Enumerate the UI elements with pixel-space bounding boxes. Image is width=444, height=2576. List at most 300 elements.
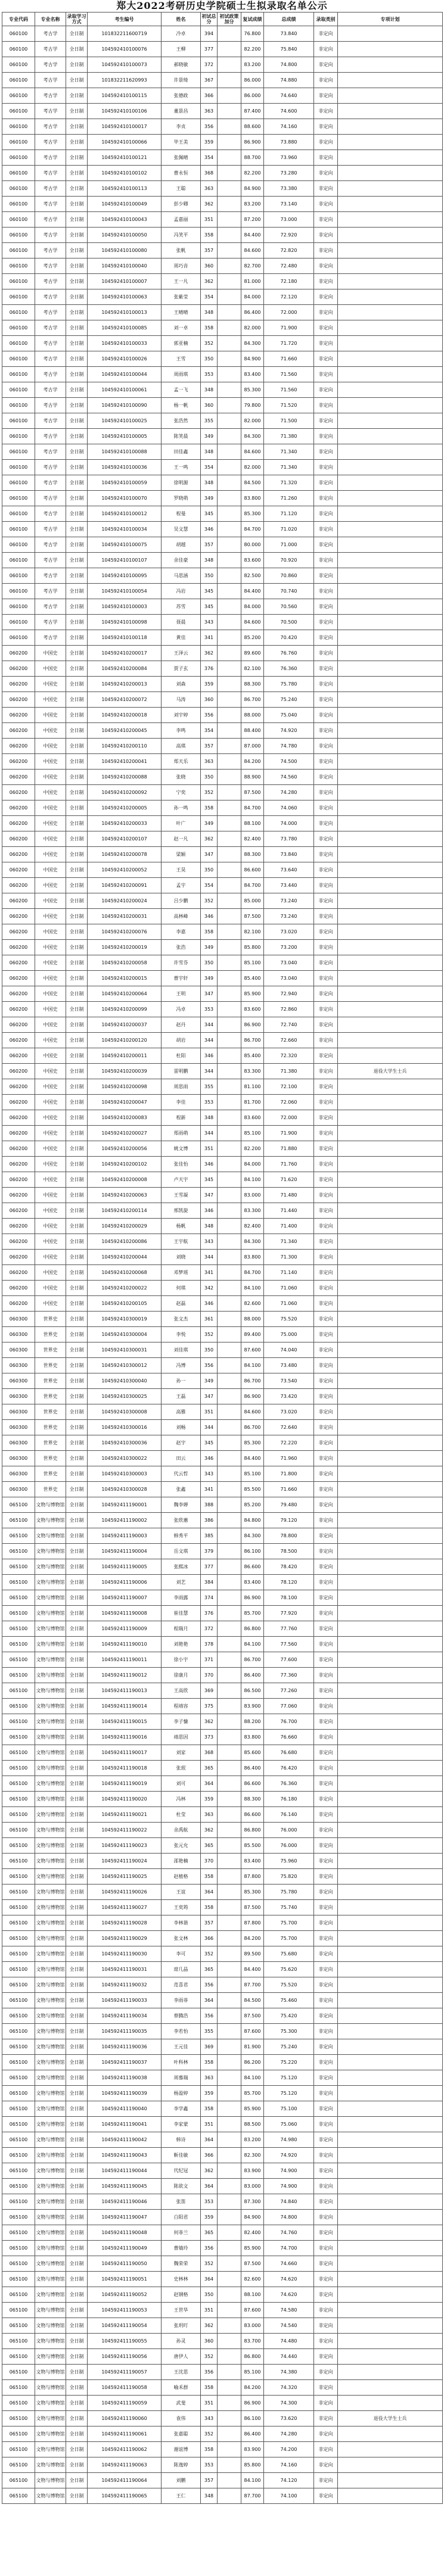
name-cell: 赵一凡	[162, 831, 201, 847]
major-name-cell: 世界史	[35, 1435, 66, 1451]
major-name-cell: 文物与博物馆	[35, 2380, 66, 2396]
initial-score-cell: 351	[201, 212, 218, 228]
major-code-cell: 065100	[2, 1683, 35, 1699]
admission-type-cell: 非定向	[314, 1466, 338, 1482]
special-plan-cell	[338, 336, 443, 351]
table-row	[2, 1900, 443, 1915]
study-mode-cell: 全日制	[66, 677, 88, 692]
policy-bonus-cell	[218, 2287, 241, 2303]
total-score-cell: 72.660	[264, 1033, 314, 1048]
major-name-cell: 中国史	[35, 971, 66, 986]
total-score-cell: 72.920	[264, 228, 314, 243]
table-row	[2, 1435, 443, 1451]
total-score-cell: 71.560	[264, 382, 314, 398]
policy-bonus-cell	[218, 2411, 241, 2427]
total-score-cell: 74.840	[264, 2194, 314, 2210]
major-name-cell: 考古学	[35, 336, 66, 351]
special-plan-cell	[338, 1915, 443, 1931]
special-plan-cell	[338, 1265, 443, 1281]
retest-score-cell: 85.400	[241, 1048, 264, 1064]
total-score-cell: 70.740	[264, 584, 314, 599]
admission-type-cell: 非定向	[314, 909, 338, 924]
table-row	[2, 2411, 443, 2427]
study-mode-cell: 全日制	[66, 305, 88, 320]
retest-score-cell: 86.900	[241, 1590, 264, 1606]
major-name-cell: 文物与博物馆	[35, 1513, 66, 1528]
exam-id-cell: 104592410200063	[88, 1188, 162, 1203]
table-row	[2, 677, 443, 692]
total-score-cell: 73.840	[264, 26, 314, 42]
admission-type-cell: 非定向	[314, 243, 338, 258]
name-cell: 彭少卿	[162, 197, 201, 212]
major-code-cell: 065100	[2, 1714, 35, 1730]
initial-score-cell: 344	[201, 1250, 218, 1265]
page-title: 郑大2022考研历史学院硕士生拟录取名单公示	[116, 0, 328, 11]
study-mode-cell: 全日制	[66, 2241, 88, 2256]
name-cell: 赵钢格	[162, 2287, 201, 2303]
special-plan-cell	[338, 847, 443, 862]
exam-id-cell: 104592410100026	[88, 351, 162, 367]
total-score-cell: 71.120	[264, 506, 314, 522]
policy-bonus-cell	[218, 940, 241, 955]
policy-bonus-cell	[218, 2163, 241, 2179]
policy-bonus-cell	[218, 1761, 241, 1776]
policy-bonus-cell	[218, 1250, 241, 1265]
name-cell: 高林峰	[162, 909, 201, 924]
table-row	[2, 723, 443, 739]
retest-score-cell: 82.400	[241, 2225, 264, 2241]
study-mode-cell: 全日制	[66, 1281, 88, 1296]
name-cell: 孙灵	[162, 2334, 201, 2349]
total-score-cell: 73.640	[264, 862, 314, 878]
exam-id-cell: 104592411190057	[88, 2365, 162, 2380]
admission-type-cell: 非定向	[314, 1017, 338, 1033]
policy-bonus-cell	[218, 615, 241, 630]
initial-score-cell: 346	[201, 1157, 218, 1172]
major-name-cell: 中国史	[35, 739, 66, 754]
policy-bonus-cell	[218, 2473, 241, 2488]
major-code-cell: 060100	[2, 553, 35, 568]
major-code-cell: 065100	[2, 1977, 35, 1993]
total-score-cell: 77.060	[264, 1699, 314, 1714]
admission-type-cell: 非定向	[314, 2272, 338, 2287]
major-code-cell: 060200	[2, 1126, 35, 1141]
retest-score-cell: 88.600	[241, 119, 264, 135]
total-score-cell: 73.280	[264, 166, 314, 181]
admission-type-cell: 非定向	[314, 1823, 338, 1838]
retest-score-cell: 83.800	[241, 1250, 264, 1265]
study-mode-cell: 全日制	[66, 599, 88, 615]
initial-score-cell: 345	[201, 1435, 218, 1451]
name-cell: 陈逸婷	[162, 2457, 201, 2473]
total-score-cell: 79.480	[264, 1497, 314, 1513]
admission-type-cell: 非定向	[314, 2194, 338, 2210]
exam-id-cell: 104592410200005	[88, 800, 162, 816]
name-cell: 张晓	[162, 770, 201, 785]
special-plan-cell	[338, 754, 443, 770]
total-score-cell: 71.340	[264, 1234, 314, 1250]
special-plan-cell	[338, 166, 443, 181]
total-score-cell: 74.100	[264, 2488, 314, 2504]
exam-id-cell: 104592410200045	[88, 723, 162, 739]
major-name-cell: 中国史	[35, 708, 66, 723]
special-plan-cell	[338, 1141, 443, 1157]
policy-bonus-cell	[218, 1188, 241, 1203]
table-row	[2, 382, 443, 398]
initial-score-cell: 354	[201, 150, 218, 166]
initial-score-cell: 355	[201, 1079, 218, 1095]
policy-bonus-cell	[218, 475, 241, 491]
table-row	[2, 166, 443, 181]
policy-bonus-cell	[218, 1033, 241, 1048]
admission-type-cell: 非定向	[314, 1420, 338, 1435]
admission-type-cell: 非定向	[314, 2210, 338, 2225]
table-row	[2, 181, 443, 197]
policy-bonus-cell	[218, 181, 241, 197]
policy-bonus-cell	[218, 1157, 241, 1172]
name-cell: 岳文琪	[162, 1544, 201, 1559]
name-cell: 马涛	[162, 692, 201, 708]
special-plan-cell	[338, 553, 443, 568]
initial-score-cell: 356	[201, 2365, 218, 2380]
table-row	[2, 940, 443, 955]
exam-id-cell: 104592410100003	[88, 599, 162, 615]
exam-id-cell: 104592411190046	[88, 2194, 162, 2210]
study-mode-cell: 全日制	[66, 1327, 88, 1342]
major-name-cell: 中国史	[35, 723, 66, 739]
total-score-cell: 76.680	[264, 1745, 314, 1761]
exam-id-cell: 104592410100013	[88, 305, 162, 320]
admission-type-cell: 非定向	[314, 413, 338, 429]
total-score-cell: 74.780	[264, 739, 314, 754]
special-plan-cell	[338, 2241, 443, 2256]
initial-score-cell: 346	[201, 909, 218, 924]
admission-type-cell: 非定向	[314, 599, 338, 615]
policy-bonus-cell	[218, 909, 241, 924]
name-cell: 杨一帆	[162, 398, 201, 413]
initial-score-cell: 364	[201, 1776, 218, 1792]
retest-score-cell: 86.200	[241, 2055, 264, 2070]
policy-bonus-cell	[218, 831, 241, 847]
exam-id-cell: 104592410300028	[88, 1482, 162, 1497]
admission-type-cell: 非定向	[314, 2070, 338, 2086]
exam-id-cell: 104592410100007	[88, 274, 162, 289]
major-name-cell: 考古学	[35, 553, 66, 568]
major-code-cell: 060100	[2, 382, 35, 398]
study-mode-cell: 全日制	[66, 1823, 88, 1838]
retest-score-cell: 87.200	[241, 212, 264, 228]
initial-score-cell: 357	[201, 739, 218, 754]
table-row	[2, 2163, 443, 2179]
admission-type-cell: 非定向	[314, 2287, 338, 2303]
retest-score-cell: 85.600	[241, 1745, 264, 1761]
retest-score-cell: 79.800	[241, 398, 264, 413]
initial-score-cell: 362	[201, 197, 218, 212]
major-code-cell: 060200	[2, 831, 35, 847]
major-name-cell: 文物与博物馆	[35, 2132, 66, 2148]
initial-score-cell: 369	[201, 1683, 218, 1699]
table-row	[2, 770, 443, 785]
special-plan-cell	[338, 568, 443, 584]
major-code-cell: 065100	[2, 2008, 35, 2024]
initial-score-cell: 377	[201, 1559, 218, 1575]
table-row	[2, 1296, 443, 1312]
admission-type-cell: 非定向	[314, 2427, 338, 2442]
exam-id-cell: 104592410200029	[88, 1219, 162, 1234]
total-score-cell: 71.960	[264, 1451, 314, 1466]
policy-bonus-cell	[218, 1126, 241, 1141]
special-plan-cell	[338, 1977, 443, 1993]
study-mode-cell: 全日制	[66, 1296, 88, 1312]
table-row	[2, 1250, 443, 1265]
major-code-cell: 060100	[2, 243, 35, 258]
retest-score-cell: 84.900	[241, 181, 264, 197]
study-mode-cell: 全日制	[66, 258, 88, 274]
retest-score-cell: 85.400	[241, 971, 264, 986]
admission-type-cell: 非定向	[314, 1157, 338, 1172]
special-plan-cell	[338, 2427, 443, 2442]
major-code-cell: 065100	[2, 1513, 35, 1528]
name-cell: 程曼	[162, 506, 201, 522]
retest-score-cell: 82.400	[241, 831, 264, 847]
exam-id-cell: 104592411190027	[88, 1900, 162, 1915]
policy-bonus-cell	[218, 553, 241, 568]
exam-id-cell: 104592411190063	[88, 2457, 162, 2473]
total-score-cell: 70.420	[264, 630, 314, 646]
study-mode-cell: 全日制	[66, 1668, 88, 1683]
name-cell: 王一凡	[162, 274, 201, 289]
major-code-cell: 060100	[2, 73, 35, 88]
total-score-cell: 77.760	[264, 1621, 314, 1637]
name-cell: 冯岩	[162, 584, 201, 599]
major-name-cell: 文物与博物馆	[35, 1854, 66, 1869]
admission-type-cell: 非定向	[314, 2349, 338, 2365]
name-cell: 喻禾群	[162, 2380, 201, 2396]
policy-bonus-cell	[218, 1931, 241, 1946]
table-row	[2, 630, 443, 646]
table-row	[2, 754, 443, 770]
table-row	[2, 2055, 443, 2070]
major-name-cell: 中国史	[35, 816, 66, 831]
major-name-cell: 中国史	[35, 878, 66, 893]
initial-score-cell: 347	[201, 1389, 218, 1404]
total-score-cell: 75.700	[264, 1931, 314, 1946]
initial-score-cell: 364	[201, 1885, 218, 1900]
exam-id-cell: 104592410200008	[88, 1172, 162, 1188]
table-row	[2, 506, 443, 522]
study-mode-cell: 全日制	[66, 166, 88, 181]
study-mode-cell: 全日制	[66, 785, 88, 800]
initial-score-cell: 360	[201, 258, 218, 274]
major-code-cell: 065100	[2, 2442, 35, 2457]
exam-id-cell: 104592410200088	[88, 770, 162, 785]
admission-type-cell: 非定向	[314, 1188, 338, 1203]
retest-score-cell: 88.400	[241, 723, 264, 739]
study-mode-cell: 全日制	[66, 862, 88, 878]
name-cell: 周慕瑞	[162, 2070, 201, 2086]
table-row	[2, 2334, 443, 2349]
special-plan-cell	[338, 2272, 443, 2287]
retest-score-cell: 86.700	[241, 692, 264, 708]
major-name-cell: 中国史	[35, 1219, 66, 1234]
table-row	[2, 1946, 443, 1962]
study-mode-cell: 全日制	[66, 2070, 88, 2086]
table-row	[2, 42, 443, 57]
total-score-cell: 75.060	[264, 2117, 314, 2132]
major-name-cell: 文物与博物馆	[35, 1946, 66, 1962]
initial-score-cell: 356	[201, 2008, 218, 2024]
total-score-cell: 71.900	[264, 320, 314, 336]
major-code-cell: 065100	[2, 2241, 35, 2256]
admission-type-cell: 非定向	[314, 847, 338, 862]
retest-score-cell: 82.100	[241, 924, 264, 940]
initial-score-cell: 368	[201, 166, 218, 181]
study-mode-cell: 全日制	[66, 2411, 88, 2427]
major-name-cell: 世界史	[35, 1420, 66, 1435]
retest-score-cell: 83.200	[241, 197, 264, 212]
study-mode-cell: 全日制	[66, 770, 88, 785]
total-score-cell: 74.300	[264, 2396, 314, 2411]
initial-score-cell: 346	[201, 1048, 218, 1064]
retest-score-cell: 86.400	[241, 1761, 264, 1776]
header-cell: 专业名称	[35, 13, 66, 26]
major-name-cell: 考古学	[35, 367, 66, 382]
study-mode-cell: 全日制	[66, 2132, 88, 2148]
major-name-cell: 中国史	[35, 754, 66, 770]
retest-score-cell: 86.700	[241, 1373, 264, 1389]
name-cell: 田佳鑫	[162, 444, 201, 460]
study-mode-cell: 全日制	[66, 228, 88, 243]
major-name-cell: 中国史	[35, 1126, 66, 1141]
name-cell: 孙一	[162, 1373, 201, 1389]
policy-bonus-cell	[218, 2148, 241, 2163]
table-row	[2, 1931, 443, 1946]
retest-score-cell: 86.400	[241, 305, 264, 320]
major-code-cell: 060300	[2, 1404, 35, 1420]
total-score-cell: 75.780	[264, 1885, 314, 1900]
study-mode-cell: 全日制	[66, 986, 88, 1002]
table-row	[2, 1559, 443, 1575]
initial-score-cell: 359	[201, 1792, 218, 1807]
policy-bonus-cell	[218, 1482, 241, 1497]
table-row	[2, 1451, 443, 1466]
name-cell: 李悦	[162, 1327, 201, 1342]
name-cell: 高雅	[162, 1404, 201, 1420]
study-mode-cell: 全日制	[66, 1621, 88, 1637]
major-code-cell: 060200	[2, 646, 35, 661]
major-name-cell: 中国史	[35, 986, 66, 1002]
table-row	[2, 1915, 443, 1931]
initial-score-cell: 367	[201, 73, 218, 88]
table-row	[2, 491, 443, 506]
exam-id-cell: 104592410200099	[88, 1002, 162, 1017]
policy-bonus-cell	[218, 1002, 241, 1017]
special-plan-cell	[338, 1002, 443, 1017]
initial-score-cell: 361	[201, 1312, 218, 1327]
name-cell: 李雨菲	[162, 1993, 201, 2008]
admission-type-cell: 非定向	[314, 924, 338, 940]
total-score-cell: 76.000	[264, 1823, 314, 1838]
table-row	[2, 584, 443, 599]
study-mode-cell: 全日制	[66, 1993, 88, 2008]
major-code-cell: 065100	[2, 1838, 35, 1854]
table-row	[2, 258, 443, 274]
policy-bonus-cell	[218, 1466, 241, 1482]
study-mode-cell: 全日制	[66, 1854, 88, 1869]
policy-bonus-cell	[218, 955, 241, 971]
table-row	[2, 1033, 443, 1048]
exam-id-cell: 104592411190016	[88, 1730, 162, 1745]
study-mode-cell: 全日制	[66, 739, 88, 754]
retest-score-cell: 82.000	[241, 460, 264, 475]
table-row	[2, 1513, 443, 1528]
admission-type-cell: 非定向	[314, 351, 338, 367]
initial-score-cell: 341	[201, 630, 218, 646]
table-row	[2, 522, 443, 537]
name-cell: 张佳怡	[162, 1157, 201, 1172]
study-mode-cell: 全日制	[66, 847, 88, 862]
exam-id-cell: 104592410200092	[88, 785, 162, 800]
major-name-cell: 文物与博物馆	[35, 2411, 66, 2427]
total-score-cell: 76.660	[264, 1730, 314, 1745]
total-score-cell: 72.220	[264, 1435, 314, 1451]
total-score-cell: 73.240	[264, 893, 314, 909]
major-code-cell: 065100	[2, 1528, 35, 1544]
special-plan-cell	[338, 2334, 443, 2349]
initial-score-cell: 372	[201, 57, 218, 73]
table-row	[2, 1977, 443, 1993]
exam-id-cell: 104592410100121	[88, 150, 162, 166]
exam-id-cell: 104592410200033	[88, 816, 162, 831]
policy-bonus-cell	[218, 57, 241, 73]
admission-type-cell: 非定向	[314, 166, 338, 181]
policy-bonus-cell	[218, 893, 241, 909]
retest-score-cell: 83.200	[241, 57, 264, 73]
special-plan-cell	[338, 104, 443, 119]
name-cell: 梁颖	[162, 847, 201, 862]
special-plan-cell	[338, 413, 443, 429]
table-row	[2, 1420, 443, 1435]
policy-bonus-cell	[218, 2039, 241, 2055]
total-score-cell: 74.060	[264, 800, 314, 816]
study-mode-cell: 全日制	[66, 1513, 88, 1528]
name-cell: 赵植格	[162, 1869, 201, 1885]
table-row	[2, 1188, 443, 1203]
total-score-cell: 75.120	[264, 2086, 314, 2101]
initial-score-cell: 342	[201, 1281, 218, 1296]
total-score-cell: 77.260	[264, 1683, 314, 1699]
initial-score-cell: 348	[201, 382, 218, 398]
exam-id-cell: 101832211600719	[88, 26, 162, 42]
special-plan-cell	[338, 2039, 443, 2055]
initial-score-cell: 373	[201, 1730, 218, 1745]
initial-score-cell: 341	[201, 1265, 218, 1281]
major-code-cell: 065100	[2, 1559, 35, 1575]
exam-id-cell: 104592411190040	[88, 2101, 162, 2117]
exam-id-cell: 104592410200039	[88, 1064, 162, 1079]
total-score-cell: 74.540	[264, 2318, 314, 2334]
major-code-cell: 065100	[2, 1652, 35, 1668]
special-plan-cell	[338, 2117, 443, 2132]
initial-score-cell: 362	[201, 2163, 218, 2179]
major-code-cell: 065100	[2, 2411, 35, 2427]
table-row	[2, 2148, 443, 2163]
name-cell: 王明	[162, 986, 201, 1002]
study-mode-cell: 全日制	[66, 1590, 88, 1606]
major-code-cell: 060300	[2, 1342, 35, 1358]
major-name-cell: 考古学	[35, 73, 66, 88]
policy-bonus-cell	[218, 1869, 241, 1885]
